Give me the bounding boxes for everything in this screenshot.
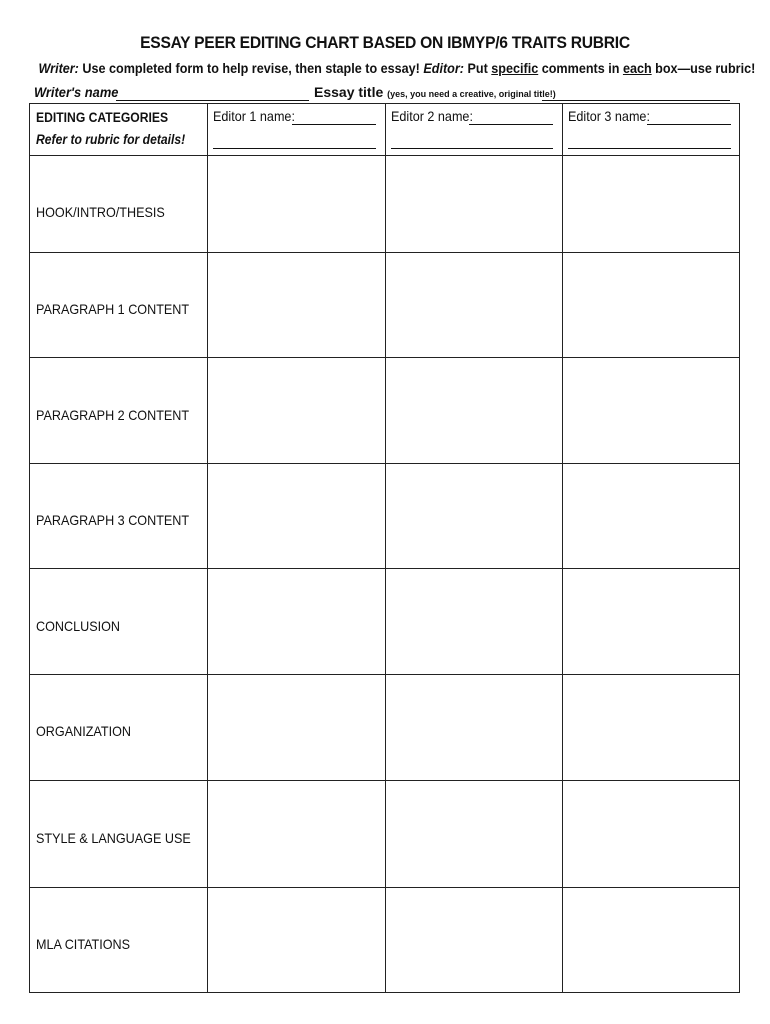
editor-instruction-part2: comments in [538,60,623,76]
editor-label: Editor: [423,60,464,76]
editor-3-name-field-line2[interactable] [568,148,731,149]
editor-instruction-each: each [622,60,652,76]
row-divider [29,568,740,569]
editor-3-name-label: Editor 3 name: [568,108,650,124]
essay-title-label: Essay title (yes, you need a creative, original title!) [314,84,556,100]
writers-name-label: Writer's name [34,84,119,100]
editor-1-name-field[interactable] [292,124,376,125]
category-header: EDITING CATEGORIES Refer to rubric for details! [36,107,185,151]
editor-instruction-specific: specific [491,60,539,76]
row-label-paragraph-2: PARAGRAPH 2 CONTENT [36,407,190,423]
row-divider [29,463,740,464]
column-divider [562,103,563,993]
editor-3-name-field[interactable] [647,124,731,125]
row-label-paragraph-3: PARAGRAPH 3 CONTENT [36,512,190,528]
essay-title-field[interactable] [542,100,730,101]
page-title: ESSAY PEER EDITING CHART BASED ON IBMYP/6 TRAITS RUBRIC [140,33,630,52]
editor-1-name-label: Editor 1 name: [213,108,295,124]
row-divider [29,252,740,253]
row-divider [29,887,740,888]
row-label-mla-citations: MLA CITATIONS [36,936,131,952]
editor-instruction-part3: box—use rubric! [651,60,756,76]
category-subheader: Refer to rubric for details! [36,132,186,147]
row-divider [29,674,740,675]
editor-2-name-field[interactable] [469,124,553,125]
editor-1-name-field-line2[interactable] [213,148,376,149]
editor-2-name-label: Editor 2 name: [391,108,473,124]
column-divider [207,103,208,993]
editor-instruction-part1: Put [463,60,492,76]
row-divider [29,155,740,156]
writers-name-field[interactable] [116,100,309,101]
row-label-style-language: STYLE & LANGUAGE USE [36,830,191,846]
essay-title-note: (yes, you need a creative, original title!) [387,89,556,99]
writer-label: Writer: [38,60,79,76]
row-label-organization: ORGANIZATION [36,723,131,739]
column-divider [385,103,386,993]
writer-instruction: Use completed form to help revise, then staple to essay! [78,60,424,76]
row-divider [29,780,740,781]
row-label-conclusion: CONCLUSION [36,618,121,634]
row-label-paragraph-1: PARAGRAPH 1 CONTENT [36,301,190,317]
editor-2-name-field-line2[interactable] [391,148,553,149]
row-divider [29,357,740,358]
row-label-hook-intro-thesis: HOOK/INTRO/THESIS [36,204,165,220]
instructions-line [38,60,756,76]
